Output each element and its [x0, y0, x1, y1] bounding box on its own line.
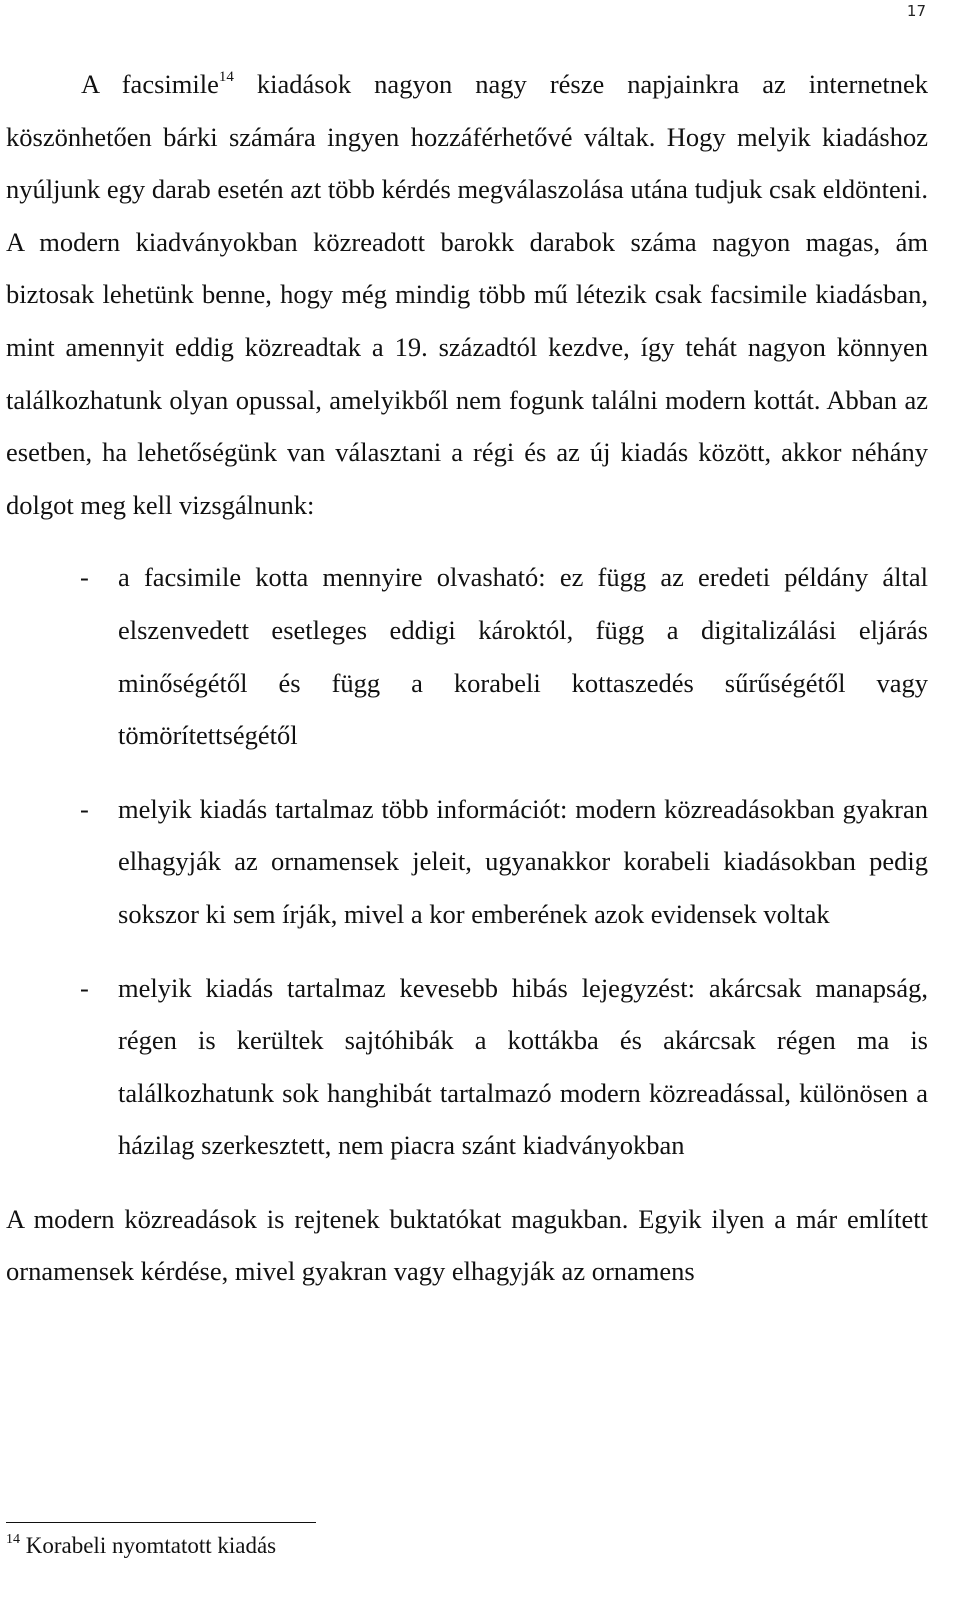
footnote-text: Korabeli nyomtatott kiadás [20, 1533, 277, 1558]
list-item-text: melyik kiadás tartalmaz kevesebb hibás lejegyzést: akárcsak manapság, régen is kerültek sajtóhibák a kottákba és akárcsak régen ma is találkozhatunk sok hanghibát tartalmazó modern közreadással, különösen a házilag szerkesztett, nem piacra szánt kiadványokban [118, 972, 928, 1161]
list-bullet: - [80, 793, 89, 824]
footnote-reference: 14 [218, 69, 234, 85]
list-bullet: - [80, 562, 89, 593]
list-item [6, 962, 928, 1172]
intro-paragraph-rest: kiadások nagyon nagy része napjainkra az internetnek köszönhetően bárki számára ingyen hozzáférhetővé váltak. Hogy melyik kiadáshoz nyúljunk egy darab esetén azt több kérdés megválaszolása utána tudjuk csak eldönteni. A modern kiadványokban közreadott barokk darabok száma nagyon magas, ám biztosak lehetünk benne, hogy még mindig több mű létezik csak facsimile kiadásban, mint amennyit eddig közreadtak a 19. századtól kezdve, így tehát nagyon könnyen találkozhatunk olyan opussal, amelyikből nem fogunk találni modern kottát. Abban az esetben, ha lehetőségünk van választani a régi és az új kiadás között, akkor néhány dolgot meg kell vizsgálnunk: [6, 69, 928, 520]
footnote [6, 1528, 276, 1564]
list-item [6, 551, 928, 761]
footnote-separator [6, 1522, 316, 1523]
list-bullet: - [80, 972, 89, 1003]
considerations-list [6, 551, 928, 1172]
list-item-text: melyik kiadás tartalmaz több információt: modern közreadásokban gyakran elhagyják az ornamensek jeleit, ugyanakkor korabeli kiadásokban pedig sokszor ki sem írják, mivel a kor emberének azok evidensek voltak [118, 793, 928, 929]
intro-paragraph-start: A facsimile [81, 69, 219, 99]
intro-paragraph [6, 58, 928, 531]
page-number: 17 [906, 2, 926, 20]
document-body [6, 58, 928, 1298]
list-item-text: a facsimile kotta mennyire olvasható: ez függ az eredeti példány által elszenvedett esetleges eddigi károktól, függ a digitalizálási eljárás minőségétől és függ a korabeli kottaszedés sűrűségétől vagy tömörítettségétől [118, 562, 928, 751]
list-item [6, 783, 928, 941]
footnote-marker: 14 [6, 1532, 20, 1547]
closing-paragraph: A modern közreadások is rejtenek buktatókat magukban. Egyik ilyen a már említett ornamensek kérdése, mivel gyakran vagy elhagyják az ornamens [6, 1203, 928, 1287]
